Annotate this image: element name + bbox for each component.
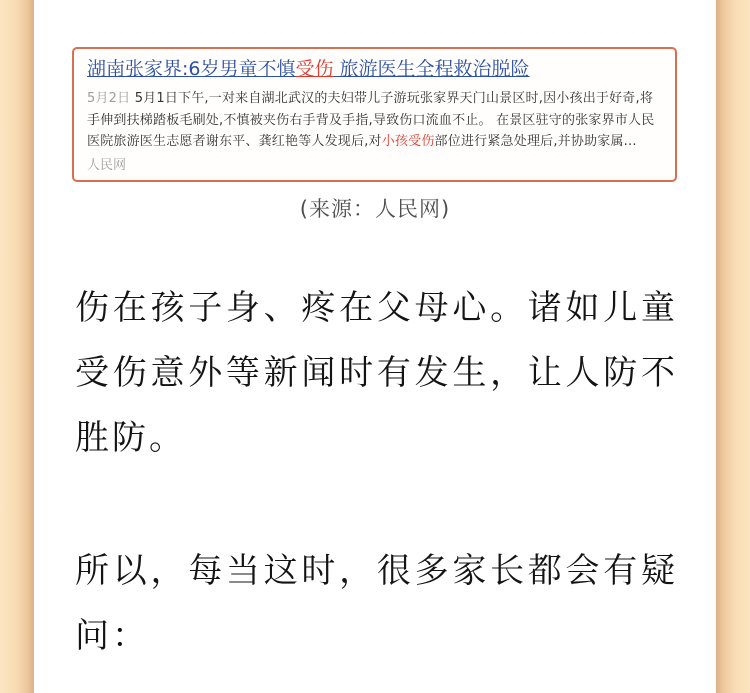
news-headline-link[interactable] xyxy=(87,58,530,80)
news-snippet-text-2: 部位进行紧急处理后,并协助家属... xyxy=(434,134,637,149)
source-caption: (来源：人民网) xyxy=(299,196,451,221)
article-content xyxy=(34,0,716,693)
news-snippet-text-1: 5月1日下午,一对来自湖北武汉的夫妇带儿子游玩张家界天门山景区时,因小孩出于好奇,将手伸到扶梯踏板毛刷处,不慎被夹伤右手背及手指,导致伤口流血不止。 在景区驻守的张家界市人民医院旅游医生志愿者谢东平、龚红艳等人发现后,对 xyxy=(87,91,655,149)
news-result-card xyxy=(72,47,677,182)
article-paragraph-1: 伤在孩子身、疼在父母心。诸如儿童受伤意外等新闻时有发生，让人防不胜防。 xyxy=(75,287,678,458)
news-headline xyxy=(87,57,662,82)
page-frame-right-band xyxy=(716,0,750,693)
news-snippet-date: 5月2日 xyxy=(87,91,135,106)
news-snippet xyxy=(87,88,662,153)
news-source-label: 人民网 xyxy=(87,157,127,173)
news-snippet-highlight: 小孩受伤 xyxy=(381,134,435,149)
article-paragraph-2: 所以，每当这时，很多家长都会有疑问： xyxy=(75,550,678,656)
page-frame-left-band xyxy=(0,0,34,693)
news-headline-text-post: 旅游医生全程救治脱险 xyxy=(333,58,530,80)
news-headline-highlight: 受伤 xyxy=(295,58,334,80)
news-headline-text-pre: 湖南张家界:6岁男童不慎 xyxy=(87,58,296,80)
